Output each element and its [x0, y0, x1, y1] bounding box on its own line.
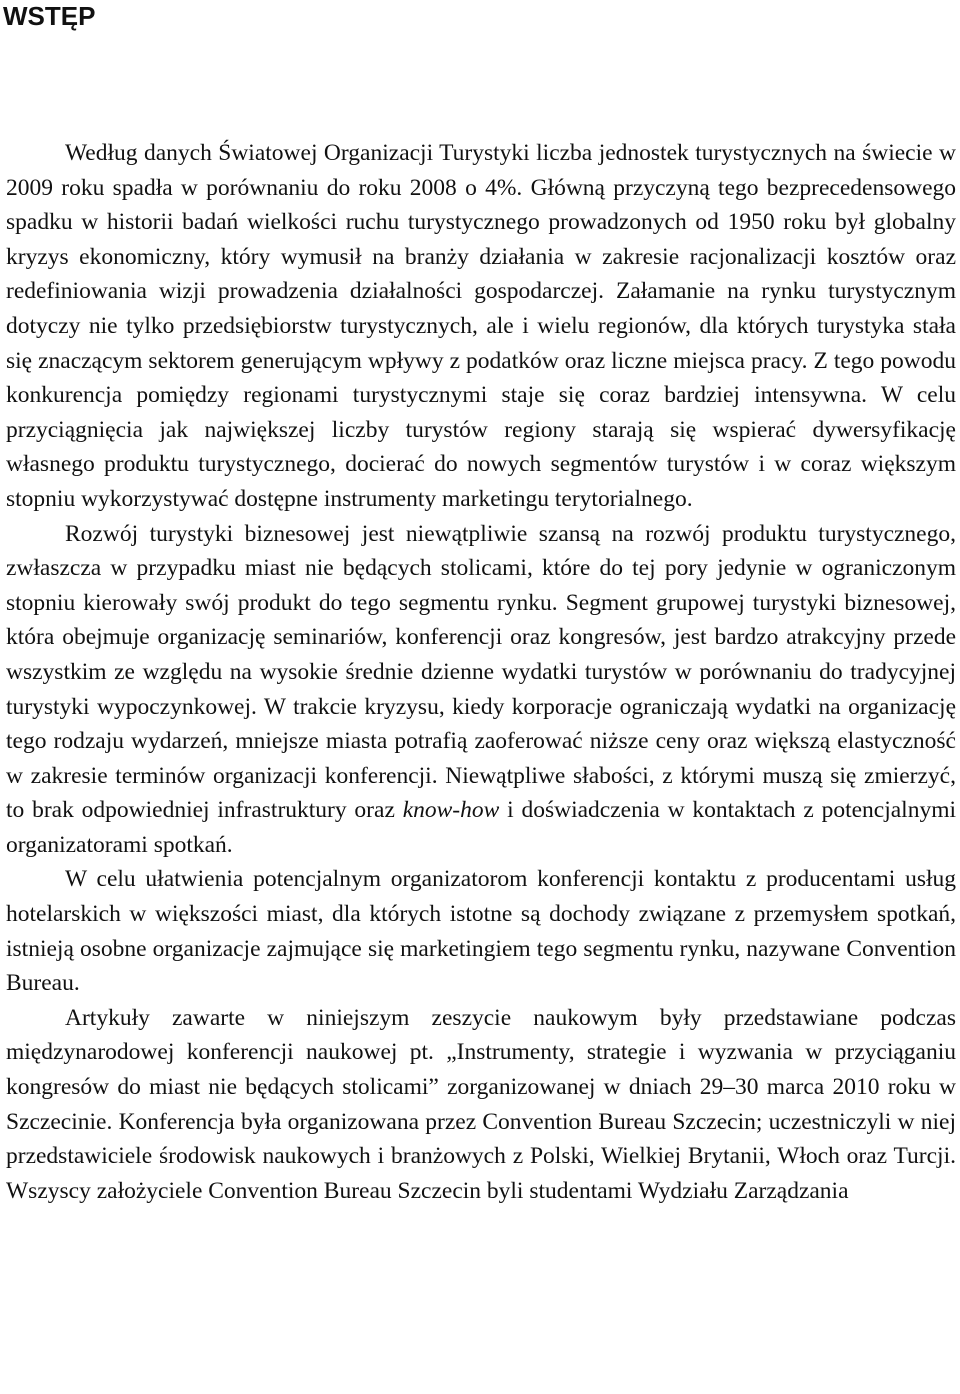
paragraph-2-tail: i doświadczenia w kontaktach z potencjalnymi organizatorami spotkań.	[6, 797, 957, 858]
paragraph-2	[6, 517, 956, 863]
document-body	[6, 136, 956, 1208]
paragraph-4: Artykuły zawarte w niniejszym zeszycie naukowym były przedstawiane podczas międzynarodowej konferencji naukowej pt. „Instrumenty, strategie i wyzwania w przyciąganiu kongresów do miast nie będących stolicami” zorganizowanej w dniach 29–30 marca 2010 roku w Szczecinie. Konferencja była organizowana przez Convention Bureau Szczecin; uczestniczyli w niej przedstawiciele środowisk naukowych i branżowych z Polski, Wielkiej Brytanii, Włoch oraz Turcji. Wszyscy założyciele Convention Bureau Szczecin byli studentami Wydziału Zarządzania	[6, 1004, 956, 1204]
section-heading: WSTĘP	[3, 1, 96, 31]
paragraph-3: W celu ułatwienia potencjalnym organizatorom konferencji kontaktu z producentami usług hotelarskich w większości miast, dla których istotne są dochody związane z przemysłem spotkań, istnieją osobne organizacje zajmujące się marketingiem tego segmentu rynku, nazywane Convention Bureau.	[6, 866, 956, 997]
paragraph-1: Według danych Światowej Organizacji Turystyki liczba jednostek turystycznych na świecie w 2009 roku spadła w porównaniu do roku 2008 o 4%. Główną przyczyną tego bezprecedensowego spadku w historii badań wielkości ruchu turystycznego prowadzonych od 1950 roku był globalny kryzys ekonomiczny, który wymusił na branży działania w zakresie racjonalizacji kosztów oraz redefiniowania wizji prowadzenia działalności gospodarczej. Załamanie na rynku turystycznym dotyczy nie tylko przedsiębiorstw turystycznych, ale i wielu regionów, dla których turystyka stała się znaczącym sektorem generującym wpływy z podatków oraz liczne miejsca pracy. Z tego powodu konkurencja pomiędzy regionami turystycznymi staje się coraz bardziej intensywna. W celu przyciągnięcia jak największej liczby turystów regiony starają się wspierać dywersyfikację własnego produktu turystycznego, docierać do nowych segmentów turystów i w coraz większym stopniu wykorzystywać dostępne instrumenty marketingu terytorialnego.	[6, 140, 956, 512]
paragraph-2-italic-term: know-how	[402, 797, 500, 824]
paragraph-2-text: Rozwój turystyki biznesowej jest niewątpliwie szansą na rozwój produktu turystycznego, zwłaszcza w przypadku miast nie będących stolicami, które do tej pory jedynie w ograniczonym stopniu kierowały swój produkt do tego segmentu rynku. Segment grupowej turystyki biznesowej, która obejmuje organizację seminariów, konferencji oraz kongresów, jest bardzo atrakcyjny przede wszystkim ze względu na wysokie średnie dzienne wydatki turystów w porównaniu do tradycyjnej turystyki wypoczynkowej. W trakcie kryzysu, kiedy korporacje ograniczają wydatki na organizację tego rodzaju wydarzeń, mniejsze miasta potrafią zaoferować niższe ceny oraz większą elastyczność w zakresie terminów organizacji konferencji. Niewątpliwe słabości, z którymi muszą się zmierzyć, to brak odpowiedniej infrastruktury oraz	[6, 520, 956, 824]
